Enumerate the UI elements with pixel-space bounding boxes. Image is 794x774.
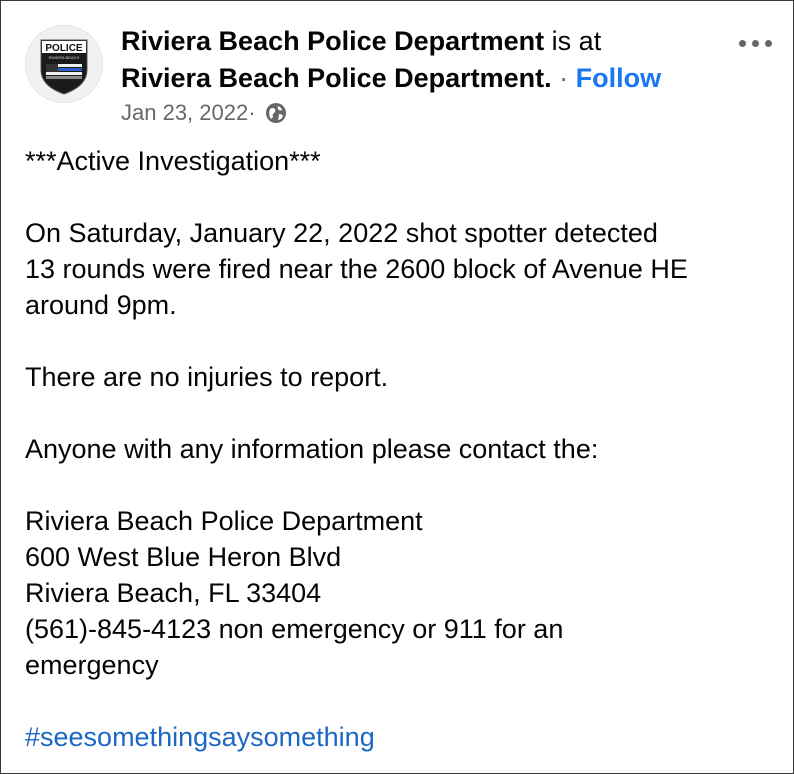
location-line <box>121 59 661 97</box>
contact-line: Riviera Beach Police Department <box>25 506 423 536</box>
post-date[interactable]: Jan 23, 2022 <box>121 100 249 125</box>
location-link[interactable]: Riviera Beach Police Department. <box>121 63 552 93</box>
avatar[interactable] <box>25 25 103 103</box>
body-line: Anyone with any information please contact the: <box>25 434 599 464</box>
post-meta <box>121 98 288 128</box>
badge-subtext: RIVIERA BEACH <box>48 55 80 60</box>
post-heading: ***Active Investigation*** <box>25 146 321 176</box>
hashtag-link[interactable]: #seesomethingsaysomething <box>25 722 375 752</box>
contact-line: Riviera Beach, FL 33404 <box>25 578 322 608</box>
contact-line: emergency <box>25 650 159 680</box>
separator: · <box>551 63 576 93</box>
author-name-link[interactable]: Riviera Beach Police Department <box>121 26 545 56</box>
body-line: 13 rounds were fired near the 2600 block of Avenue HE <box>25 254 688 284</box>
badge-text: POLICE <box>45 43 83 54</box>
globe-icon <box>264 101 288 125</box>
meta-separator: · <box>248 100 256 125</box>
body-line: around 9pm. <box>25 290 177 320</box>
contact-line: 600 West Blue Heron Blvd <box>25 542 342 572</box>
body-line: On Saturday, January 22, 2022 shot spotter detected <box>25 218 658 248</box>
police-badge-icon <box>26 26 102 102</box>
contact-line: (561)-845-4123 non emergency or 911 for an <box>25 614 564 644</box>
post-header <box>1 1 793 141</box>
post-body <box>25 143 765 755</box>
body-line: There are no injuries to report. <box>25 362 389 392</box>
follow-button[interactable]: Follow <box>575 63 662 93</box>
author-line <box>121 22 601 60</box>
checkin-verb: is at <box>544 26 602 56</box>
more-options-icon[interactable] <box>735 31 775 55</box>
